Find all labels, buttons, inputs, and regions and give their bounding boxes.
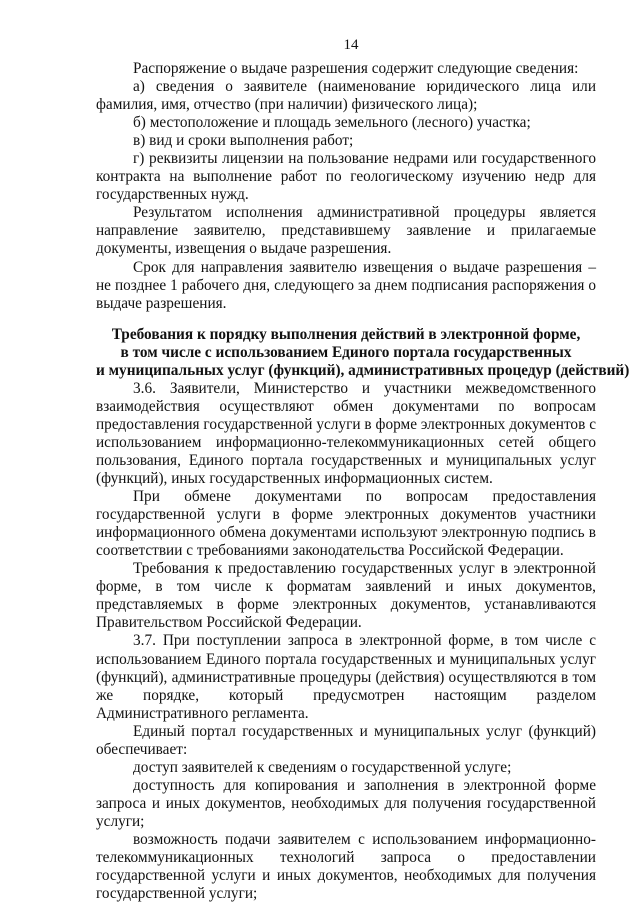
section-heading xyxy=(96,325,630,380)
paragraph: Срок для направления заявителю извещения о выдаче разрешения – не позднее 1 рабочего дня, следующего за днем подписания распоряжения о выдаче разрешения. xyxy=(96,258,596,312)
page-number: 14 xyxy=(343,37,359,53)
intro-section xyxy=(96,60,596,313)
paragraph: При обмене документами по вопросам предоставления государственной услуги в форме электронных документов участники информационного обмена документами используют электронную подпись в соответствии с требованиями законодательства Российской Федерации. xyxy=(96,488,596,560)
paragraph: Распоряжение о выдаче разрешения содержит следующие сведения: xyxy=(133,60,579,77)
paragraph: Единый портал государственных и муниципальных услуг (функций) обеспечивает: xyxy=(96,722,596,758)
list-item: возможность подачи заявителем с использованием информационно-телекоммуникационных технологий запроса о предоставлении государственной услуги и иных документов, необходимых для получения государственной услуги; xyxy=(96,830,596,903)
list-item: а) сведения о заявителе (наименование юридического лица или фамилия, имя, отчество (при наличии) физического лица); xyxy=(96,78,596,114)
section-heading-line: Требования к порядку выполнения действий в электронной форме, xyxy=(111,325,581,343)
list-item: доступность для копирования и заполнения в электронной форме запроса и иных документов, необходимых для получения государственной услуги; xyxy=(96,776,596,830)
section-heading-line: и муниципальных услуг (функций), административных процедур (действий) xyxy=(96,361,630,379)
paragraph: 3.6. Заявители, Министерство и участники межведомственного взаимодействия осуществляют обмен документами по вопросам предоставления государственной услуги в форме электронных документов с использованием информационно-телекоммуникационных сетей общего пользования, Единого портала государственных и муниципальных услуг (функций), иных государственных информационных систем. xyxy=(96,379,596,488)
section-heading-line: в том числе с использованием Единого портала государственных xyxy=(120,343,572,361)
list-item: доступ заявителей к сведениям о государственной услуге; xyxy=(133,758,512,776)
main-section xyxy=(96,380,596,903)
paragraph: 3.7. При поступлении запроса в электронной форме, в том числе с использованием Единого портала государственных и муниципальных услуг (функций), административные процедуры (действия) осуществляются в том же порядке, который предусмотрен настоящим разделом Административного регламента. xyxy=(96,632,596,722)
list-item: в) вид и сроки выполнения работ; xyxy=(133,132,354,150)
list-item: г) реквизиты лицензии на пользование недрами или государственного контракта на выполнение работ по геологическому изучению недр для государственных нужд. xyxy=(96,150,596,204)
list-item: б) местоположение и площадь земельного (лесного) участка; xyxy=(133,114,531,132)
paragraph: Требования к предоставлению государственных услуг в электронной форме, в том числе к форматам заявлений и иных документов, представляемых в форме электронных документов, устанавливаются Правительством Российской Федерации. xyxy=(96,560,596,632)
paragraph: Результатом исполнения административной процедуры является направление заявителю, представившему заявление и прилагаемые документы, извещения о выдаче разрешения. xyxy=(96,204,596,258)
